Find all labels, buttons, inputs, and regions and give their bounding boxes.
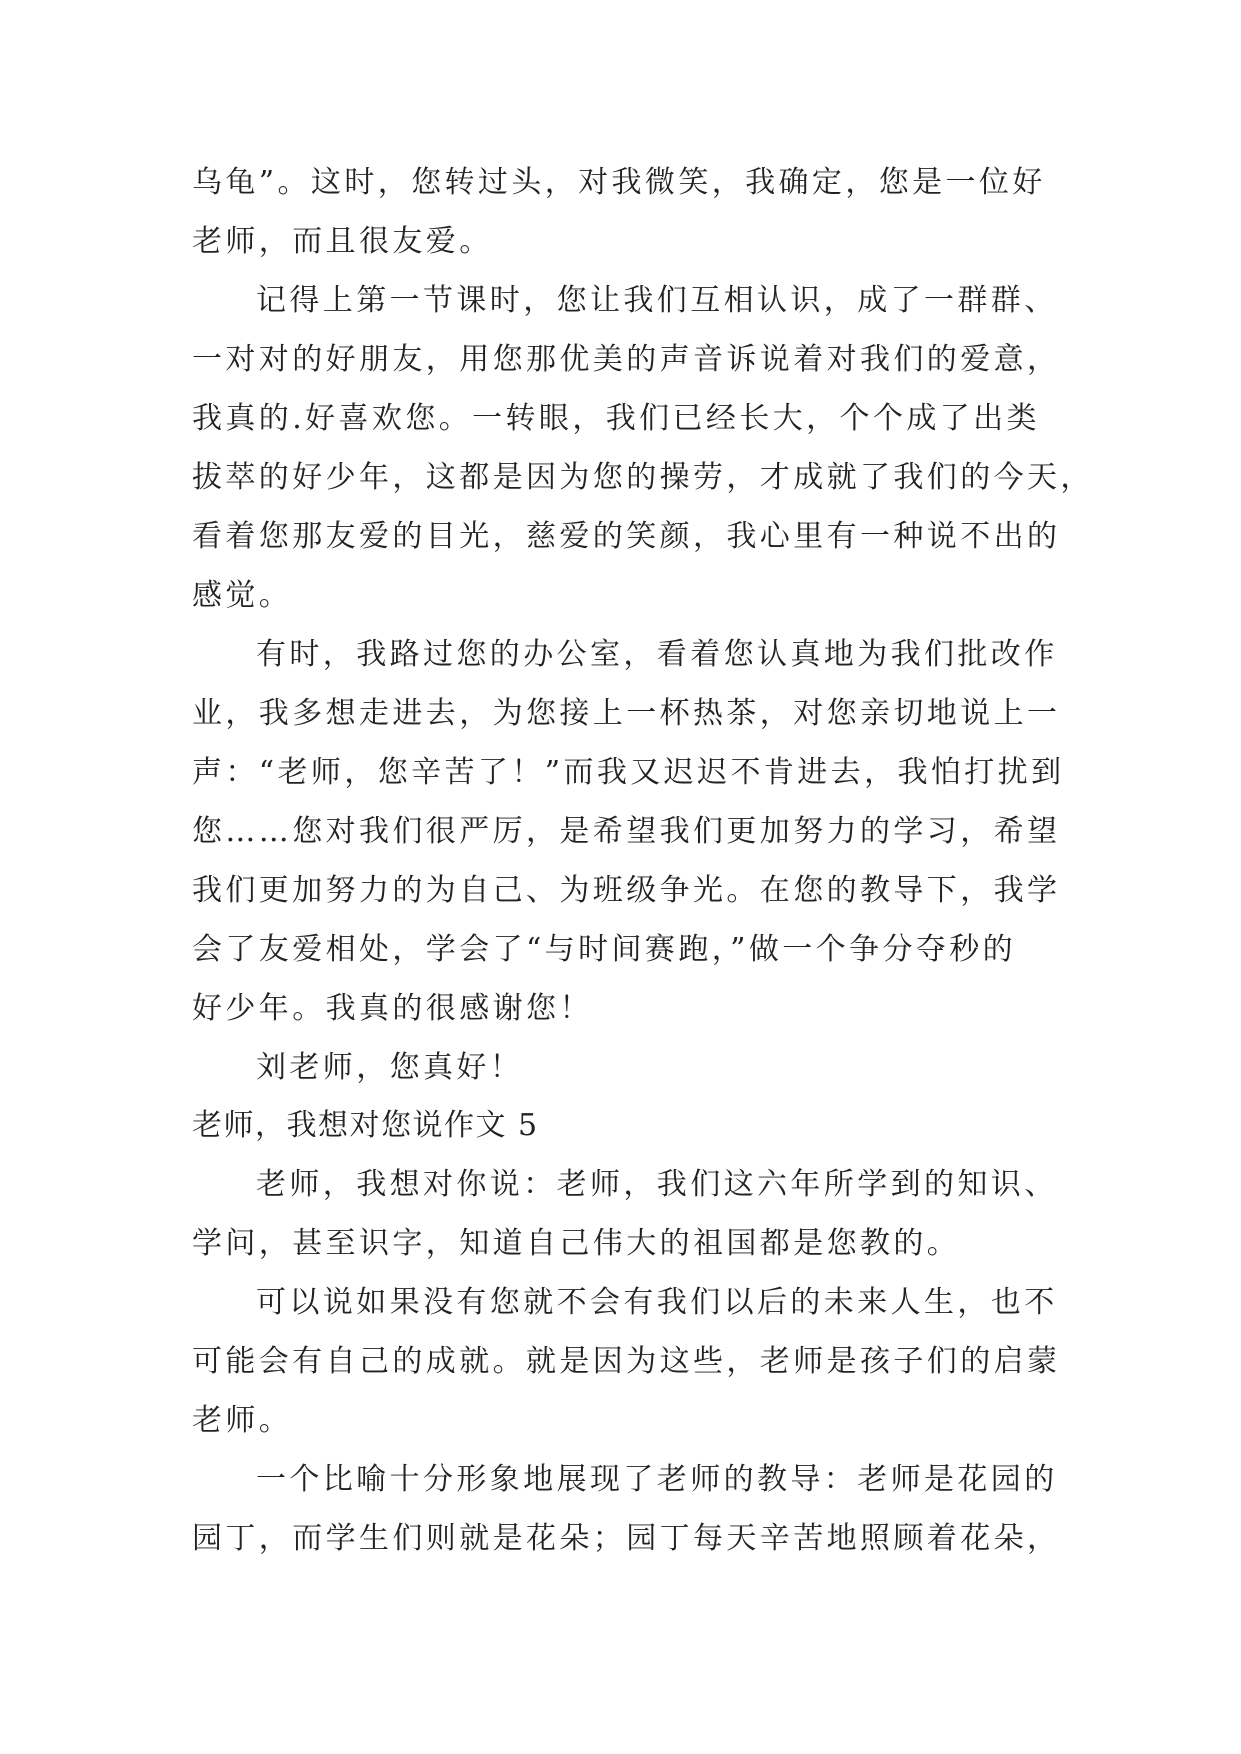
text-line: 学问，甚至识字，知道自己伟大的祖国都是您教的。 <box>192 1226 961 1261</box>
paragraph-start-line: 记得上第一节课时，您让我们互相认识，成了一群群、 <box>256 283 1058 318</box>
text-line: 看着您那友爱的目光，慈爱的笑颜，我心里有一种说不出的 <box>192 519 1061 554</box>
text-line: 拔萃的好少年，这都是因为您的操劳，才成就了我们的今天， <box>192 460 1094 495</box>
text-line: 业，我多想走进去，为您接上一杯热茶，对您亲切地说上一 <box>192 696 1061 731</box>
text-line: 老师，而且很友爱。 <box>192 224 493 259</box>
section-title: 老师，我想对您说作文 5 <box>192 1108 539 1143</box>
text-line: 乌龟”。这时，您转过头，对我微笑，我确定，您是一位好 <box>192 165 1046 200</box>
text-line: 声：“老师，您辛苦了！”而我又迟迟不肯进去，我怕打扰到 <box>192 755 1065 790</box>
paragraph-start-line: 有时，我路过您的办公室，看着您认真地为我们批改作 <box>256 637 1058 672</box>
text-line: 我真的.好喜欢您。一转眼，我们已经长大，个个成了出类 <box>192 401 1040 436</box>
text-line: 您……您对我们很严厉，是希望我们更加努力的学习，希望 <box>192 814 1061 849</box>
text-line: 好少年。我真的很感谢您！ <box>192 991 593 1026</box>
text-line: 可能会有自己的成就。就是因为这些，老师是孩子们的启蒙 <box>192 1344 1061 1379</box>
paragraph-start-line: 老师，我想对你说：老师，我们这六年所学到的知识、 <box>256 1167 1058 1202</box>
paragraph-start-line: 可以说如果没有您就不会有我们以后的未来人生，也不 <box>256 1285 1058 1320</box>
text-line: 老师。 <box>192 1403 293 1438</box>
paragraph-start-line: 一个比喻十分形象地展现了老师的教导：老师是花园的 <box>256 1462 1058 1497</box>
text-line: 一对对的好朋友，用您那优美的声音诉说着对我们的爱意， <box>192 342 1061 377</box>
text-line: 我们更加努力的为自己、为班级争光。在您的教导下，我学 <box>192 873 1061 908</box>
closing-line: 刘老师，您真好！ <box>256 1050 524 1085</box>
text-line: 感觉。 <box>192 578 293 613</box>
text-line: 园丁，而学生们则就是花朵；园丁每天辛苦地照顾着花朵， <box>192 1521 1061 1556</box>
text-line: 会了友爱相处，学会了“与时间赛跑，”做一个争分夺秒的 <box>192 932 1017 967</box>
